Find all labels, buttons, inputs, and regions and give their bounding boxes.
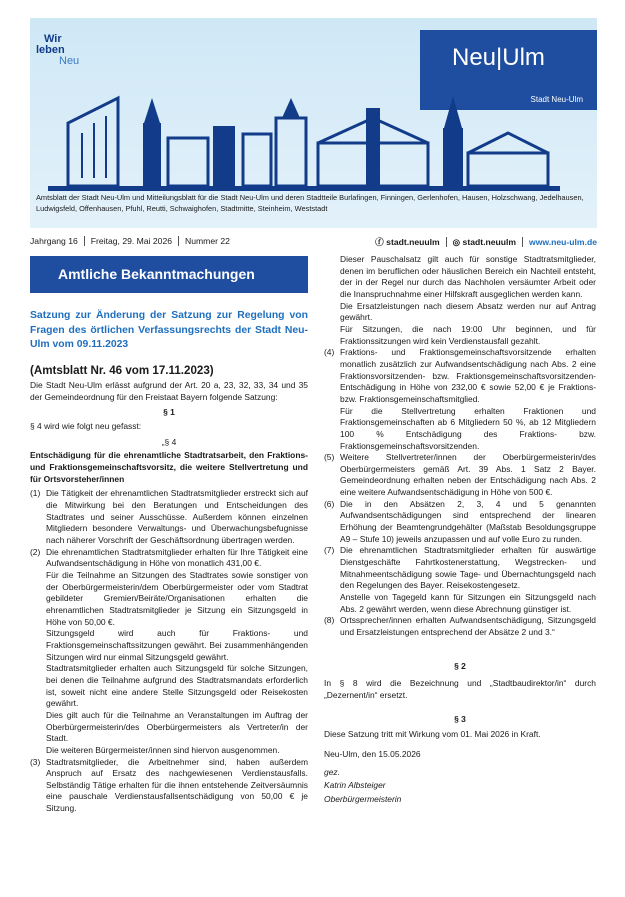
continuation-text: Die Ersatzleistungen nach diesem Absatz werden nur auf Antrag gewährt. (340, 300, 596, 323)
facebook-icon: ⓕ (375, 237, 384, 247)
signer-role: Oberbürgermeisterin (324, 793, 402, 804)
item-text: Die ehrenamtlichen Stadtratsmitglieder erhalten für auswärtige Dienstgeschäfte Fahrtkostenerstattung, Wegstrecken- und Mitnahmeentschädigung sowie Tage- und Übernachtungsgeld nach den Regelungen des Bayer. Reisekostengesetz. (340, 545, 596, 591)
masthead-description: Amtsblatt der Stadt Neu-Ulm und Mitteilungsblatt für die Stadt Neu-Ulm und deren Stadtteile Burlafingen, Finningen, Gerlenhofen, Hausen, Holzschwang, Jedelhausen, Ludwigsfeld, Offenhausen, Pfuhl, Reutti, Schwaighofen, Stadtmitte, Steinheim, Weststadt (36, 193, 584, 213)
logo-subtitle: Stadt Neu-Ulm (530, 95, 583, 104)
left-column (30, 309, 308, 815)
item-text: Die in den Absätzen 2, 3, 4 und 5 genannten Aufwandsentschädigungen sind entsprechend der linearen Erhöhung der Beamtengrundgehälter (Maßstab Besoldungsgruppe A9 – Stufe 10) jeweils anzupassen und auf volle Euro zu runden. (340, 498, 596, 544)
item-text: Anstelle von Tagegeld kann für Sitzungen ein Sitzungsgeld nach Abs. 2 gewährt werden, wenn diese Abrechnung günstiger ist. (340, 592, 596, 614)
section-header (30, 256, 308, 293)
list-item (324, 499, 596, 546)
paragraph-4-heading: „§ 4 (161, 436, 177, 447)
paragraph-1-text: § 4 wird wie folgt neu gefasst: (30, 421, 142, 432)
social-links (375, 236, 597, 248)
slogan-line-1: Wir (44, 33, 62, 45)
statute-title: Satzung zur Änderung der Satzung zur Regelung von Fragen des örtlichen Verfassungsrechts der Stadt Neu-Ulm vom 09.11.2023 (30, 310, 308, 350)
item-number: (7) (324, 545, 335, 556)
continuation-text: Für Sitzungen, die nach 19:00 Uhr beginnen, und für Fraktionssitzungen wird kein Verdienstausfall gezahlt. (340, 323, 596, 346)
item-number: (6) (324, 498, 335, 509)
item-text: Die weiteren Bürgermeister/innen sind hiervon ausgenommen. (46, 744, 280, 755)
slogan (36, 34, 79, 67)
signature-gez: gez. (324, 766, 340, 777)
list-item (324, 545, 596, 615)
website-link[interactable]: www.neu-ulm.de (529, 237, 597, 247)
paragraph-2-text: In § 8 wird die Bezeichnung und „Stadtbaudirektor/in“ durch „Dezernent/in“ ersetzt. (324, 678, 596, 700)
issue-info (30, 236, 230, 246)
item-text: Dies gilt auch für die Teilnahme an Veranstaltungen im Auftrag der Oberbürgermeisterin/des Oberbürgermeisters als Vertreter/in der Stadt. (46, 709, 308, 744)
item-number: (4) (324, 347, 335, 358)
item-number: (2) (30, 546, 41, 557)
amtsblatt-reference: (Amtsblatt Nr. 46 vom 17.11.2023) (30, 363, 214, 377)
item-text: Die Tätigkeit der ehrenamtlichen Stadtratsmitglieder erstreckt sich auf die Mitwirkung bei den Beratungen und Entscheidungen des Stadtrates und seiner Ausschüsse. Außerdem können einzelnen Mitgliedern besondere Verwaltungs- und Überwachungsbefugnisse nach näherer Vorschrift der Geschäftsordnung übertragen werden. (46, 488, 308, 546)
item-number: (5) (324, 452, 335, 463)
paragraph-3-text: Diese Satzung tritt mit Wirkung vom 01. Mai 2026 in Kraft. (324, 729, 541, 740)
list-item (30, 757, 308, 815)
paragraph-4-title: Entschädigung für die ehrenamtliche Stadtratsarbeit, den Fraktions- und Fraktionsgemeinschaftsvorsitz, die weitere Stellvertretung und für Ortsvorsteher/innen (30, 450, 308, 484)
item-number: (3) (30, 756, 41, 767)
item-text: Stadtratsmitglieder, die Arbeitnehmer sind, haben außerdem Anspruch auf Ersatz des nachgewiesenen Verdienstausfalls. Selbständig Tätige erhalten für die ihnen entstehende Zeitversäumnis eine pauschale Verdienstausfallsentschädigung von 50,00 € je Sitzung. (46, 756, 308, 814)
list-item (324, 615, 596, 638)
list-item (324, 347, 596, 452)
instagram-icon: ◎ (452, 237, 461, 247)
list-item (324, 452, 596, 499)
issue-date: Freitag, 29. Mai 2026 (90, 236, 173, 246)
item-text: Fraktions- und Fraktionsgemeinschaftsvorsitzende erhalten monatlich zusätzlich zur Aufwandsentschädigung nach Abs. 2 eine Fraktionsvorsitzenden- bzw. Fraktionsgemeinschaftsvorsitzenden-Entschädigung in Höhe von 232,00 € sowie 52,00 € je Fraktions- bzw. Fraktionsgemeinschaftsmitglied. (340, 347, 596, 404)
slogan-line-2: leben (36, 44, 65, 56)
paragraph-1-heading: § 1 (163, 407, 175, 418)
logo-text: Neu|Ulm (452, 44, 545, 71)
issue-volume: Jahrgang 16 (30, 236, 78, 246)
continuation-block (324, 254, 596, 347)
item-text: Sitzungsgeld wird auch für Fraktions- und Fraktionsgemeinschaftssitzungen gewährt. Bei zusammenhängenden Sitzungen wird nur einmal Sitzungsgeld gewährt. (46, 628, 308, 662)
item-number: (8) (324, 615, 335, 626)
slogan-line-3: Neu (59, 55, 80, 67)
item-text: Für die Stellvertretung erhalten Fraktionen und Fraktionsgemeinschaften ab 6 Mitgliedern 50 %, ab 12 Mitgliedern 100 % Entschädigung des Fraktions- bzw. Fraktionsgemeinschaftsvorsitzenden. (340, 405, 596, 451)
list-item (30, 488, 308, 546)
right-column (324, 254, 596, 806)
city-skyline-illustration (48, 78, 560, 191)
paragraph-3-heading: § 3 (454, 713, 466, 724)
section-title: Amtliche Bekanntmachungen (58, 266, 255, 282)
intro-text: Die Stadt Neu-Ulm erlässt aufgrund der Art. 20 a, 23, 32, 33, 34 und 35 der Gemeindeordnung für den Freistaat Bayern folgende Satzung: (30, 380, 308, 402)
place-and-date: Neu-Ulm, den 15.05.2026 (324, 748, 421, 759)
list-item (30, 547, 308, 757)
item-text: Ortssprecher/innen erhalten Aufwandsentschädigung, Sitzungsgeld und Ersatzleistungen entsprechend der Absätze 2 und 3.“ (340, 615, 596, 637)
item-number: (1) (30, 488, 41, 499)
instagram-handle[interactable]: stadt.neuulm (462, 237, 517, 247)
issue-number: Nummer 22 (185, 236, 230, 246)
signer-name: Katrin Albsteiger (324, 780, 386, 791)
paragraph-2-heading: § 2 (454, 660, 466, 671)
item-text: Stadtratsmitglieder erhalten auch Sitzungsgeld für solche Sitzungen, bei denen die Teilnahme aufgrund des Stadtratsmandats erforderlich ist, soweit nicht eine andere Stelle Sitzungsgeld oder Reisekosten gewährt. (46, 663, 308, 709)
item-text: Weitere Stellvertreter/innen der Oberbürgermeisterin/des Oberbürgermeisters gemäß Art. 39 Abs. 1 Satz 2 Bayer. Gemeindeordnung erhalten neben der Entschädigung nach Abs. 2 eine weitere Aufwandsentschädigung in Höhe von 500 €. (340, 452, 596, 498)
facebook-handle[interactable]: stadt.neuulm (386, 237, 440, 247)
item-text: Für die Teilnahme an Sitzungen des Stadtrates sowie sonstiger von der Oberbürgermeisterin/dem Oberbürgermeister oder vom Stadtrat gebildeter Gremien/Beiräte/Organisationen erhalten die ehrenamtlichen Stadtratsmitglieder je Sitzung ein Sitzungsgeld in Höhe von 50,00 €. (46, 570, 308, 627)
item-text: Die ehrenamtlichen Stadtratsmitglieder erhalten für Ihre Tätigkeit eine Aufwandsentschädigung in Höhe von monatlich 431,00 €. (46, 546, 308, 569)
continuation-text: Dieser Pauschalsatz gilt auch für sonstige Stadtratsmitglieder, denen im beruflichen oder häuslichen Bereich ein Nachteil entsteht, der in der Regel nur durch das Nachholen versäumter Arbeit oder die Inanspruchnahme einer Hilfskraft ausgeglichen werden kann. (340, 254, 596, 299)
